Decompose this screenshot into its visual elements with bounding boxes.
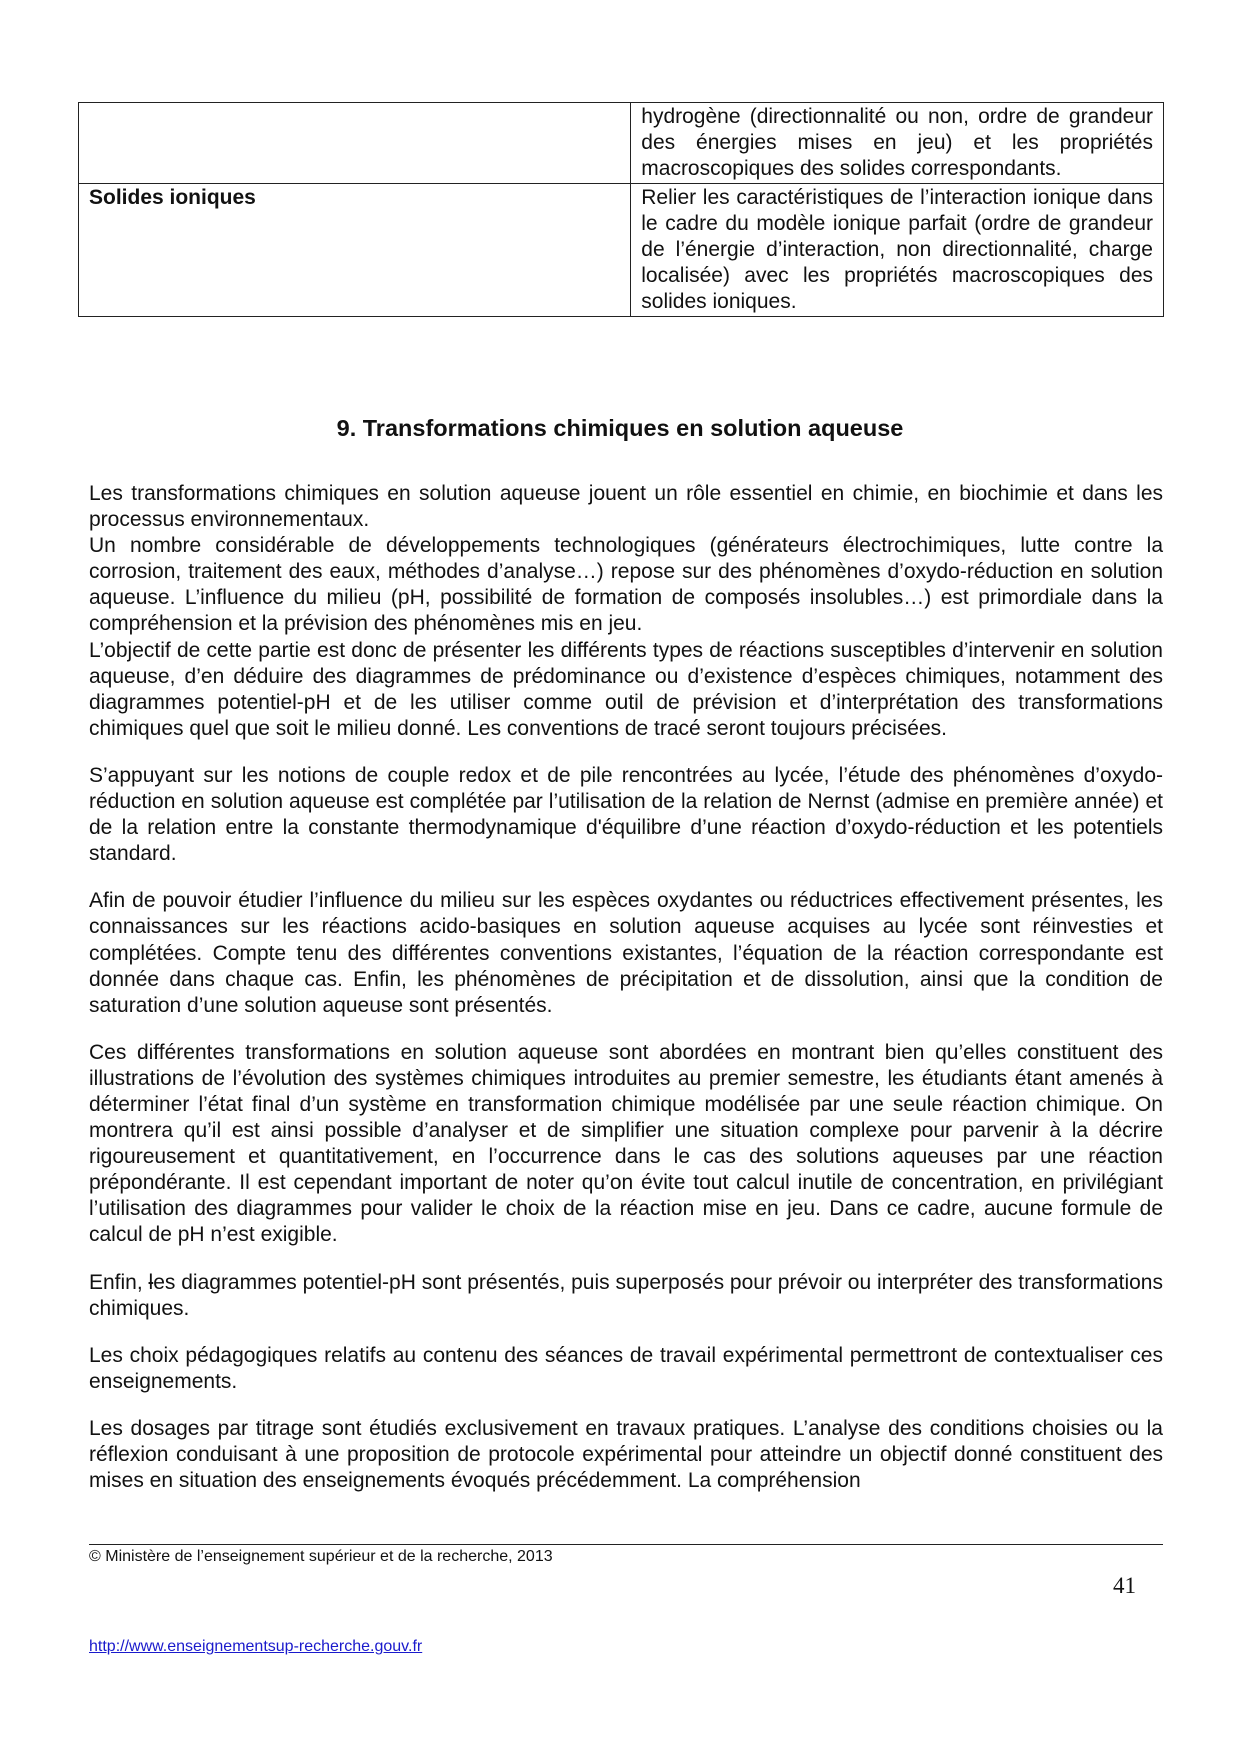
table-cell-notion — [79, 103, 631, 184]
section-body — [89, 481, 1163, 1494]
footer-link[interactable]: http://www.enseignementsup-recherche.gouv.fr — [89, 1638, 423, 1655]
footer-divider — [89, 1544, 1163, 1545]
table-row — [79, 184, 1164, 317]
paragraph-text: es diagrammes potentiel-pH sont présentés, puis superposés pour prévoir ou interpréter des transformations chimiques. — [89, 1270, 1163, 1320]
paragraph — [89, 1270, 1163, 1322]
paragraph: Les transformations chimiques en solution aqueuse jouent un rôle essentiel en chimie, en biochimie et dans les processus environnementaux. — [89, 482, 1163, 532]
competences-table — [78, 102, 1164, 317]
paragraph: S’appuyant sur les notions de couple redox et de pile rencontrées au lycée, l’étude des phénomènes d’oxydo-réduction en solution aqueuse est complétée par l’utilisation de la relation de Nernst (admise en première année) et de la relation entre la constante thermodynamique d'équilibre d’une réaction d’oxydo-réduction et les potentiels standard. — [89, 763, 1163, 866]
paragraph: Afin de pouvoir étudier l’influence du milieu sur les espèces oxydantes ou réductrices effectivement présentes, les connaissances sur les réactions acido-basiques en solution aqueuse acquises au lycée sont réinvesties et complétées. Compte tenu des différentes conventions existantes, l’équation de la réaction correspondante est donnée dans chaque cas. Enfin, les phénomènes de précipitation et de dissolution, ainsi que la condition de saturation d’une solution aqueuse sont présentés. — [89, 889, 1163, 1017]
paragraph: L’objectif de cette partie est donc de présenter les différents types de réactions susceptibles d’intervenir en solution aqueuse, d’en déduire des diagrammes de prédominance ou d’existence d’espèces chimiques, notamment des diagrammes potentiel-pH et de les utiliser comme outil de prévision et d’interprétation des transformations chimiques quel que soit le milieu donné. Les conventions de tracé seront toujours précisées. — [89, 638, 1163, 740]
table-cell-capacite: Relier les caractéristiques de l’interaction ionique dans le cadre du modèle ionique parfait (ordre de grandeur de l’énergie d’interaction, non directionnalité, charge localisée) avec les propriétés macroscopiques des solides ioniques. — [631, 184, 1164, 317]
strikethrough-text: l — [148, 1270, 154, 1294]
section-title: 9. Transformations chimiques en solution aqueuse — [336, 415, 904, 441]
paragraph: Les choix pédagogiques relatifs au contenu des séances de travail expérimental permettront de contextualiser ces enseignements. — [89, 1343, 1163, 1393]
table-row — [79, 103, 1164, 184]
table-cell-notion — [79, 184, 631, 317]
notion-label: Solides ioniques — [89, 186, 256, 209]
page-number: 41 — [1113, 1573, 1136, 1598]
table-cell-capacite: hydrogène (directionnalité ou non, ordre de grandeur des énergies mises en jeu) et les propriétés macroscopiques des solides correspondants. — [631, 103, 1164, 184]
paragraph: Ces différentes transformations en solution aqueuse sont abordées en montrant bien qu’elles constituent des illustrations de l’évolution des systèmes chimiques introduites au premier semestre, les étudiants étant amenés à déterminer l’état final d’un système en transformation chimique modélisée par une seule réaction chimique. On montrera qu’il est ainsi possible d’analyser et de simplifier une situation complexe pour parvenir à la décrire rigoureusement et quantitativement, en l’occurrence dans le cas des solutions aqueuses par une réaction prépondérante. Il est cependant important de noter qu’on évite tout calcul inutile de concentration, en privilégiant l’utilisation des diagrammes pour valider le choix de la réaction mise en jeu. Dans ce cadre, aucune formule de calcul de pH n’est exigible. — [89, 1040, 1163, 1247]
footer-copyright: © Ministère de l’enseignement supérieur et de la recherche, 2013 — [89, 1548, 553, 1565]
paragraph: Un nombre considérable de développements technologiques (générateurs électrochimiques, lutte contre la corrosion, traitement des eaux, méthodes d’analyse…) repose sur des phénomènes d’oxydo-réduction en solution aqueuse. L’influence du milieu (pH, possibilité de formation de composés insolubles…) est primordiale dans la compréhension et la prévision des phénomènes mis en jeu. — [89, 534, 1163, 636]
paragraph-text: Enfin, — [89, 1270, 149, 1294]
paragraph: Les dosages par titrage sont étudiés exclusivement en travaux pratiques. L’analyse des conditions choisies ou la réflexion conduisant à une proposition de protocole expérimental pour atteindre un objectif donné constituent des mises en situation des enseignements évoqués précédemment. La compréhension — [89, 1416, 1163, 1493]
